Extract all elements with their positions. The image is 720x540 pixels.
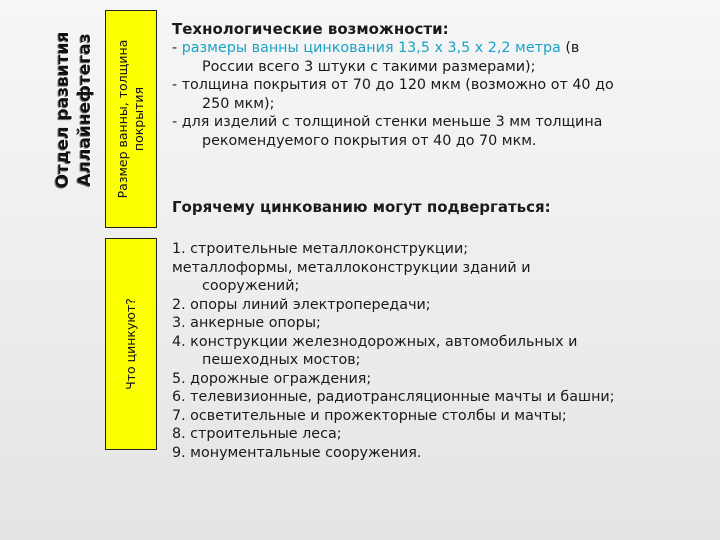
department-title xyxy=(52,10,100,210)
bath-size-highlight: размеры ванны цинкования 13,5 х 3,5 х 2,2 метра xyxy=(181,40,561,56)
bath-size-label-line2: покрытия xyxy=(131,86,146,152)
bath-size-label-box xyxy=(105,10,157,228)
department-title-line2: Аллайнефтегаз xyxy=(75,33,95,187)
what-galvanized-label: Что цинкуют? xyxy=(123,298,138,390)
what-galvanized-label-box xyxy=(105,238,157,450)
capabilities-heading: Технологические возможности: xyxy=(172,20,449,38)
galvanizing-subjects-list xyxy=(172,240,712,462)
list-item: 7. осветительные и прожекторные столбы и мачты; xyxy=(172,407,567,424)
capability-bath-size-cont: России всего 3 штуки с такими размерами); xyxy=(202,58,536,75)
list-item: 8. строительные леса; xyxy=(172,426,342,442)
list-item: 3. анкерные опоры; xyxy=(172,315,321,331)
list-item-cont: пешеходных мостов; xyxy=(202,352,361,368)
capability-thin-wall-cont: рекомендуемого покрытия от 40 до 70 мкм. xyxy=(202,132,537,149)
capability-thickness: - толщина покрытия от 70 до 120 мкм (возможно от 40 до xyxy=(172,77,614,93)
bath-size-rest: (в xyxy=(560,40,580,56)
list-item-cont: сооружений; xyxy=(202,278,300,294)
bath-size-label-line1: Размер ванны, толщина xyxy=(115,39,130,199)
list-item: металлоформы, металлоконструкции зданий и xyxy=(172,259,531,276)
list-item: 5. дорожные ограждения; xyxy=(172,370,372,387)
department-title-line1: Отдел развития xyxy=(53,31,73,189)
list-item: 4. конструкции железнодорожных, автомобильных и xyxy=(172,333,578,350)
capabilities-section xyxy=(172,20,702,150)
list-item: 2. опоры линий электропередачи; xyxy=(172,296,431,313)
galvanizing-subjects-heading: Горячему цинкованию могут подвергаться: xyxy=(172,198,551,216)
list-item: 6. телевизионные, радиотрансляционные мачты и башни; xyxy=(172,389,615,405)
list-item: 9. монументальные сооружения. xyxy=(172,444,422,461)
capability-thin-wall: - для изделий с толщиной стенки меньше 3 мм толщина xyxy=(172,114,603,130)
capability-thickness-cont: 250 мкм); xyxy=(202,95,275,112)
list-item: 1. строительные металлоконструкции; xyxy=(172,241,469,257)
bullet-dash: - xyxy=(172,40,182,56)
capability-bath-size xyxy=(172,39,702,58)
